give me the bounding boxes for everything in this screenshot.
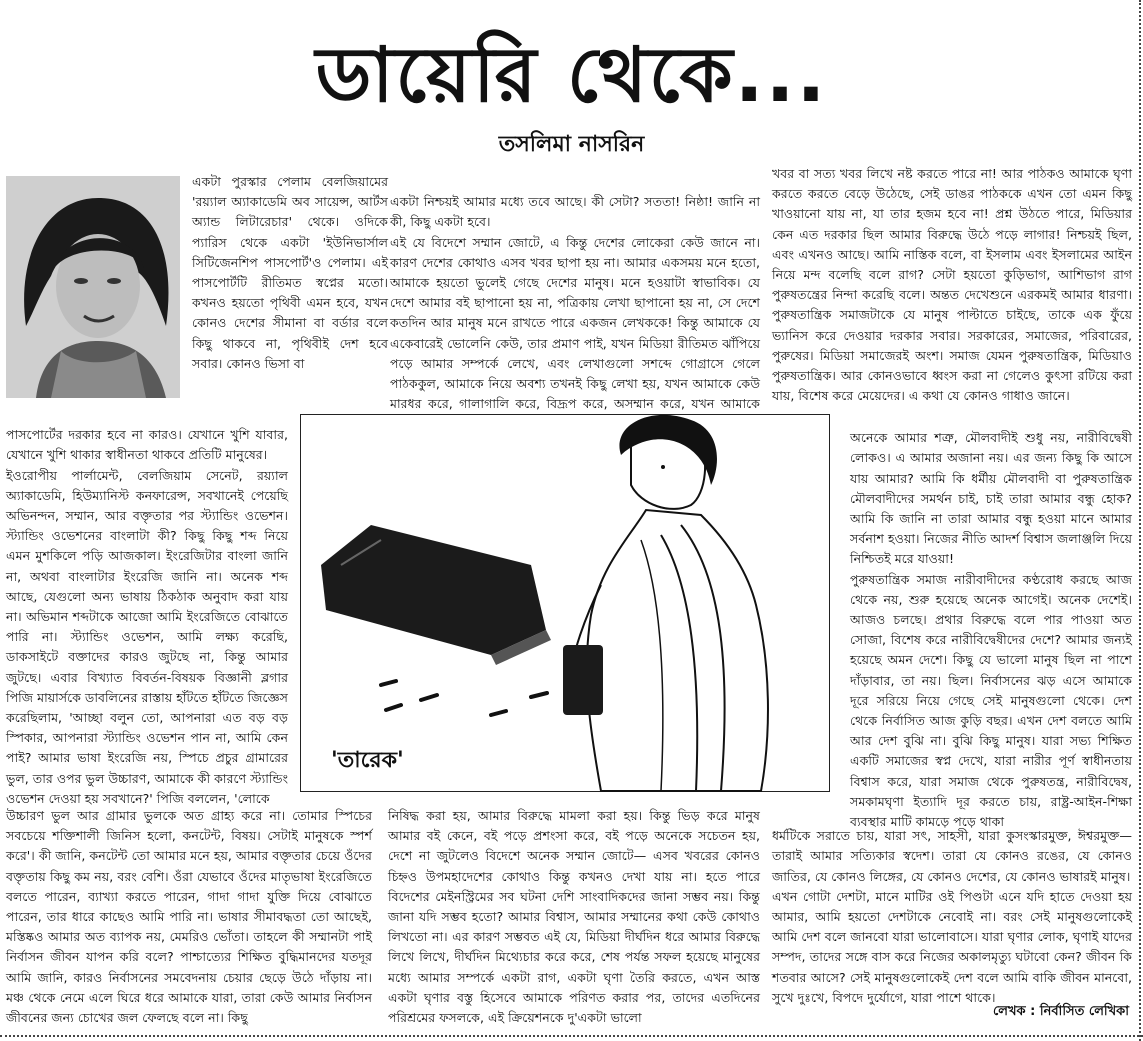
column-1-bottom: [6, 405, 288, 806]
column-1-continuation: [6, 806, 372, 1024]
dotted-border-bottom: [0, 1035, 1143, 1037]
author-byline: তসলিমা নাসরিন: [498, 132, 645, 157]
column-3-bottom: [772, 806, 1132, 1005]
paragraph: ধর্মটিকে সরাতে চায়, যারা সৎ, সাহসী, যারা কুসংস্কারমুক্ত, ঈশ্বরমুক্ত— তারাই আমার সত্যিকার স্বদেশ। তারা যে কোনও রঙের, যে কোনও জাতির, যে কোনও লিঙ্গের, যে কোনও দেশের, যে কোনও ভাষারই মানুষ। এখন গোটা দেশটা, মানে মাটির ওই পিণ্ডটা এনে যদি হাতে দেওয়া হয় আমার, আমি হয়তো দেশটাকে নেবোই না। বরং সেই মানুষগুলোকেই আমি দেশ বলে জানবো যারা ভালোবাসে। যারা ঘৃণার লোক, ঘৃণাই যাদের সম্পদ, তাদের সঙ্গে বাস করে নিজের অকালমৃত্যু ঘটাবো কেন? জীবন কি শতবার আসে? সেই মানুষগুলোকেই দেশ বলে আমি বাকি জীবন মানবো, সুখে দুঃখে, বিপদে দুর্যোগে, যারা পাশে থাকে।: [772, 828, 1132, 1005]
column-1-top: [192, 172, 388, 408]
column-2-top: [390, 172, 760, 412]
paragraph: একটা পুরস্কার পেলাম বেলজিয়ামের 'রয়্যাল অ্যাকাডেমি অব সায়েন্স, আর্টস অ্যান্ড লিটারেচার' থেকে। ওদিকে প্যারিস থেকে একটা 'ইউনিভার্সাল সিটিজেনশিপ পাসপোর্ট'ও পেলাম। এই পাসপোর্টটি রীতিমত স্বপ্নের মতো। কখনও হয়তো পৃথিবী এমন হবে, যখন কোনও দেশের সীমানা বা বর্ডার বলে কিছু থাকবে না, পৃথিবীই দেশ হবে সবার। কোনও ভিসা বা: [192, 174, 388, 371]
column-3-middle: [850, 408, 1132, 830]
article-title: ডায়েরি থেকে...: [315, 30, 828, 119]
paragraph: নিষিদ্ধ করা হয়, আমার বিরুদ্ধে মামলা করা হয়। কিন্তু ভিড় করে মানুষ আমার বই কেনে, বই পড়ে প্রশংসা করে, বই পড়ে অনেকে সচেতন হয়, দেশে না জুটলেও বিদেশে অনেক সম্মান জোটে— এসব খবরের কোনও চিহ্নও উপমহাদেশের কোথাও কিন্তু কখনও দেখা যায় না। হতে পারে বিদেশের মেইনস্ট্রিমের সব ঘটনা দেশি সাংবাদিকদের জানা সম্ভব নয়। কিন্তু জানা যদি সম্ভব হতো? আমার বিশ্বাস, আমার সম্মানের কথা কেউ কোথাও লিখতো না। এর কারণ সম্ভবত এই যে, মিডিয়া দীর্ঘদিন ধরে আমার বিরুদ্ধে লিখে লিখে, দীর্ঘদিন মিথ্যেচার করে করে, শেষ পর্যন্ত সফল হয়েছে মানুষের মধ্যে আমার সম্পর্কে একটা রাগ, একটা ঘৃণা তৈরি করতে, এখন আস্ত একটা ঘৃণার বস্তু হিসেবে আমাকে পরিণত করার পর, তাদের এতদিনের পরিশ্রমের ফসলকে, এই ক্রিয়েশনকে দু'একটা ভালো: [388, 808, 760, 1026]
paragraph: পাসপোর্টের দরকার হবে না কারও। যেখানে খুশি যাবার, যেখানে খুশি থাকার স্বাধীনতা থাকবে প্রতিটি মানুষের। ইওরোপীয় পার্লামেন্ট, বেলজিয়াম সেনেট, রয়্যাল অ্যাকাডেমি, হিউম্যানিস্ট কনফারেন্স, সবখানেই পেয়েছি অভিনন্দন, সম্মান, আর বক্তৃতার পর স্ট্যান্ডিং ওভেশন। স্ট্যান্ডিং ওভেশনের বাংলাটা কী? কিছু কিছু শব্দ নিয়ে এমন মুশকিলে পড়ি আজকাল। ইংরেজিটার বাংলা জানি না, অথবা বাংলাটার ইংরেজি জানি না। অনেক শব্দ আছে, যেগুলো অন্য ভাষায় ঠিকঠাক অনুবাদ করা যায় না। অভিমান শব্দটাকে আজো আমি ইংরেজিতে বোঝাতে পারি না। স্ট্যান্ডিং ওভেশন, আমি লক্ষ্য করেছি, ডাকসাইটে বক্তাদের কারও জুটছে না, কিন্তু আমার জুটছে। এবার বিখ্যাত বিবর্তন-বিষয়ক বিজ্ঞানী ব্লগার পিজি মায়ার্সকে ডাবলিনের রাস্তায় হাঁটতে হাঁটতে জিজ্ঞেস করেছিলাম, 'আচ্ছা বলুন তো, আপনারা এত বড় বড় স্পিকার, আপনারা স্ট্যান্ডিং ওভেশন পান না, আমি কেন পাই? আমার ভাষা ইংরেজি নয়, স্পিচে প্রচুর গ্রামারের ভুল, তার ওপর ভুল উচ্চারণ, আমাকে কী কারণে স্ট্যান্ডিং ওভেশন দেওয়া হয় সবখানে?' পিজি বললেন, 'লোকে: [6, 427, 288, 806]
column-3-top: [772, 164, 1132, 412]
author-note: লেখক : নির্বাসিত লেখিকা: [993, 1004, 1129, 1019]
paragraph: খবর বা সত্য খবর লিখে নষ্ট করতে পারে না! আর পাঠকও আমাকে ঘৃণা করতে করতে বেড়ে উঠেছে, সেই ডাঙর পাঠককে এখন তো এমন কিছু খাওয়ানো যায় না, যা তার হজম হবে না! প্রশ্ন উঠতে পারে, মিডিয়ার কেন এত দরকার ছিল আমার বিরুদ্ধে উঠে পড়ে লাগার! নিশ্চয়ই ছিল, এবং এখনও আছে। আমি নাস্তিক বলে, বা ইসলাম এবং ইসলামের আইন নিয়ে মন্দ বলেছি বলে রাগ? সেটা হয়তো কুড়িভাগ, আশিভাগ রাগ পুরুষতন্ত্রের নিন্দা করেছি বলে। অন্তত দেখেশুনে এরকমই আমার ধারণা। পুরুষতান্ত্রিক সমাজটাকে যে মানুষ পাল্টাতে চাইছে, তাকে এক ফুঁয়ে ভ্যানিস করে দেওয়ার দরকার সবার। সরকারের, সমাজের, পরিবারের, পুরুষের। মিডিয়া সমাজেরই অংশ। সমাজ যেমন পুরুষতান্ত্রিক, মিডিয়াও পুরুষতান্ত্রিক। আর কোনওভাবে ধ্বংস করা না গেলেও কুৎসা রটিয়ে করা যায়, বিশেষ করে মেয়েদের। এ কথা যে কোনও গাধাও জানে।: [772, 166, 1132, 404]
author-photo: [6, 176, 180, 398]
column-2-bottom: [388, 806, 760, 1024]
cartoon-illustration: [300, 414, 830, 792]
paragraph: উচ্চারণ ভুল আর গ্রামার ভুলকে অত গ্রাহ্য করে না। তোমার স্পিচের সবচেয়ে শক্তিশালী জিনিস হলো, কনটেন্ট, বিষয়। সেটাই মানুষকে স্পর্শ করে'। কী জানি, কনটেন্ট তো আমার মনে হয়, আমার বক্তৃতার চেয়ে ওঁদের বক্তৃতায় কিছু কম নয়, বরং বেশি। ওঁরা যেভাবে ওঁদের মাতৃভাষা ইংরেজিতে বলতে পারেন, ব্যাখ্যা করতে পারেন, গাদা গাদা যুক্তি দিয়ে বোঝাতে পারেন, তার ধারে কাছেও আমি পারি না। ভাষার সীমাবদ্ধতা তো আছেই, মস্তিষ্কও আমার অত ব্যাপক নয়, মেমরিও ভোঁতা। তাহলে কী সম্মানটা পাই নির্বাসন জীবন যাপন করি বলে? পাশ্চাত্যের শিক্ষিত বুদ্ধিমানদের যতদূর আমি জানি, কারও নির্বাসনের সমবেদনায় চেয়ার ছেড়ে উঠে দাঁড়ায় না। মঞ্চ থেকে নেমে এলে ঘিরে ধরে আমাকে যারা, তারা কেউ আমার নির্বাসন জীবনের জন্য চোখের জল ফেলছে বলে না। কিছু: [6, 808, 372, 1026]
author-portrait-image: [6, 176, 180, 398]
cartoon-drawing: [301, 415, 829, 791]
cartoonist-signature: 'তারেক': [331, 748, 404, 773]
paragraph: অনেকে আমার শত্রু, মৌলবাদীই শুধু নয়, নারীবিদ্বেষী লোকও। এ আমার অজানা নয়। এর জন্য কিছু কি আসে যায় আমার? আমি কি ধর্মীয় মৌলবাদী বা পুরুষতান্ত্রিক মৌলবাদীদের সমর্থন চাই, চাই তারা আমার বন্ধু হোক? আমি কি জানি না তারা আমার বন্ধু হওয়া মানে আমার সর্বনাশ হওয়া। নিজের নীতি আদর্শ বিশ্বাস জলাঞ্জলি দিয়ে নিশ্চিতই মরে যাওয়া! পুরুষতান্ত্রিক সমাজ নারীবাদীদের কণ্ঠরোধ করছে আজ থেকে নয়, শুরু হয়েছে অনেক আগেই। অনেক দেশেই। আজও চলছে। প্রথার বিরুদ্ধে বলে পার পাওয়া অত সোজা, বিশেষ করে নারীবিদ্বেষীদের দেশে? আমার জন্যই হয়েছে অমন দেশে। কিছু যে ভালো মানুষ ছিল না পাশে দাঁড়াবার, তা নয়। ছিল। নির্বাসনের ঝড় এসে আমাকে দূরে সরিয়ে নিয়ে গেছে সেই মানুষগুলো থেকে। দেশ থেকে নির্বাসিত আজ কুড়ি বছর। এখন দেশ বলতে আমি আর দেশ বুঝি না। বুঝি কিছু মানুষ। যারা সভ্য শিক্ষিত একটি সমাজের স্বপ্ন দেখে, যারা নারীর পূর্ণ স্বাধীনতায় বিশ্বাস করে, যারা সমাজ থেকে পুরুষতন্ত্র, নারীবিদ্বেষ, সমকামঘৃণা ইত্যাদি দূর করতে চায়, রাষ্ট্র-আইন-শিক্ষা ব্যবস্থার মাটি কামড়ে পড়ে থাকা: [850, 430, 1132, 830]
paragraph: একটা নিশ্চয়ই আমার মধ্যে তবে আছে। কী সেটা? সততা! নিষ্ঠা! জানি না কী, কিছু একটা হবে। এই যে বিদেশে সম্মান জোটে, এ কিন্তু দেশের লোকেরা কেউ জানে না। কারণ দেশের কোথাও এসব খবর ছাপা হয় না। আমার একসময় মনে হতো, আমাকে হয়তো ভুলেই গেছে দেশের মানুষ। মনে হওয়াটা স্বাভাবিক। যে দেশে আমার বই ছাপানো হয় না, পত্রিকায় লেখা ছাপানো হয় না, সে দেশে কতদিন আর মানুষ মনে রাখতে পারে একজন লেখককে! কিন্তু আমাকে যে একেবারেই ভোলেনি কেউ, তার প্রমাণ পাই, যখন মিডিয়া রীতিমত ঝাঁপিয়ে পড়ে আমার সম্পর্কে লেখে, এবং লেখাগুলো সশব্দে গোগ্রাসে গেলে পাঠককুল, আমাকে নিয়ে অবশ্য তখনই কিছু লেখা হয়, যখন আমাকে কেউ মারধর করে, গালাগালি করে, বিদ্রূপ করে, অসম্মান করে, যখন আমাকে: [390, 194, 760, 412]
